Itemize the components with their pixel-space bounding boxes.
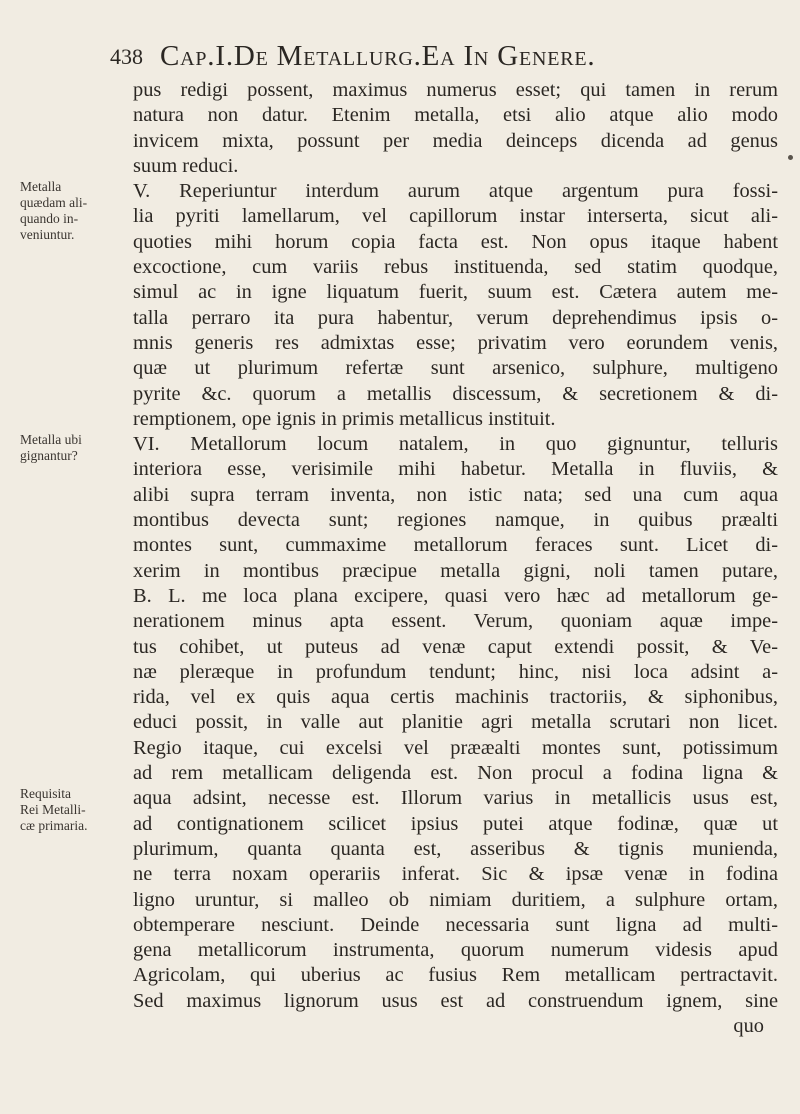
body-line: natura non datur. Etenim metalla, etsi alio atque alio modo bbox=[133, 104, 778, 127]
marginal-note-requisita bbox=[20, 786, 130, 834]
marginal-note-line: quædam ali- bbox=[20, 195, 88, 210]
body-line: Agricolam, qui uberius ac fusius Rem metallicam pertractavit. bbox=[133, 964, 778, 987]
body-line: plurimum, quanta quanta est, asseribus & tignis munienda, bbox=[133, 837, 778, 860]
body-line: interiora esse, verisimile mihi habetur. Metalla in fluviis, & bbox=[133, 458, 778, 481]
body-line: V. Reperiuntur interdum aurum atque argentum pura fossi- bbox=[133, 180, 778, 203]
body-line: invicem mixta, possunt per media deinceps dicenda ad genus bbox=[133, 129, 778, 152]
body-line: suum reduci. bbox=[133, 154, 239, 177]
body-line: ad rem metallicam deligenda est. Non procul a fodina ligna & bbox=[133, 762, 778, 785]
marginal-note-line: quando in- bbox=[20, 211, 79, 226]
body-line: obtemperare nesciunt. Deinde necessaria sunt ligna ad multi- bbox=[133, 913, 778, 936]
body-line: montibus devecta sunt; regiones namque, in quibus præalti bbox=[133, 509, 778, 532]
marginal-note-line: veniuntur. bbox=[20, 227, 75, 242]
body-line: nerationem minus apta essent. Verum, quoniam aquæ impe- bbox=[133, 610, 778, 633]
body-line: næ pleræque in profundum tendunt; hinc, nisi loca adsint a- bbox=[133, 660, 778, 683]
body-line: talla perraro ita pura habentur, verum deprehendimus ipsis o- bbox=[133, 306, 778, 329]
marginal-note-metalla-inveniuntur bbox=[20, 179, 130, 243]
body-line: tus cohibet, ut puteus ad venæ caput extendi possit, & Ve- bbox=[133, 635, 778, 658]
body-line: gena metallicorum instrumenta, quorum numerum videsis apud bbox=[133, 939, 778, 962]
body-line: educi possit, in valle aut planitie agri metalla scrutari non licet. bbox=[133, 711, 778, 734]
page-header bbox=[0, 38, 800, 78]
body-line: ne terra noxam operariis inferat. Sic & ipsæ venæ in fodina bbox=[133, 863, 778, 886]
body-line: excoctione, cum variis rebus instituenda, sed statim quodque, bbox=[133, 256, 778, 279]
body-line: mnis generis res admixtas esse; privatim vero eorundem venis, bbox=[133, 331, 778, 354]
body-line: VI. Metallorum locum natalem, in quo gignuntur, telluris bbox=[133, 433, 778, 456]
catchword: quo bbox=[733, 1014, 764, 1037]
body-line: ad contignationem scilicet ipsius putei atque fodinæ, quæ ut bbox=[133, 812, 778, 835]
body-line: quoties mihi horum copia facta est. Non opus itaque habent bbox=[133, 230, 778, 253]
body-line: pus redigi possent, maximus numerus esset; qui tamen in rerum bbox=[133, 79, 778, 101]
ink-speck bbox=[788, 155, 793, 160]
body-line: ligno uruntur, si malleo ob nimiam duritiem, a sulphure ortam, bbox=[133, 888, 778, 911]
marginal-note-metalla-ubi bbox=[20, 432, 130, 464]
marginal-note-line: Rei Metalli- bbox=[20, 802, 86, 817]
marginal-note-line: gignantur? bbox=[20, 448, 78, 463]
body-line: quæ ut plurimum refertæ sunt arsenico, sulphure, multigeno bbox=[133, 357, 778, 380]
marginal-note-line: Requisita bbox=[20, 786, 71, 801]
body-line: remptionem, ope ignis in primis metallicus instituit. bbox=[133, 407, 556, 430]
body-line: pyrite &c. quorum a metallis discessum, & secretionem & di- bbox=[133, 382, 778, 405]
body-line: Regio itaque, cui excelsi vel prææalti montes sunt, potissimum bbox=[133, 736, 778, 759]
body-line: alibi supra terram inventa, non istic nata; sed una cum aqua bbox=[133, 483, 778, 506]
body-line: montes sunt, cummaxime metallorum feraces sunt. Licet di- bbox=[133, 534, 778, 557]
body-line: xerim in montibus præcipue metalla gigni, noli tamen putare, bbox=[133, 559, 778, 582]
body-line: B. L. me loca plana excipere, quasi vero hæc ad metallorum ge- bbox=[133, 584, 778, 607]
body-line: simul ac in igne liquatum fuerit, suum est. Cætera autem me- bbox=[133, 281, 778, 304]
body-line: Sed maximus lignorum usus est ad construendum ignem, sine bbox=[133, 989, 778, 1012]
marginal-note-line: Metalla ubi bbox=[20, 432, 82, 447]
marginal-note-line: cæ primaria. bbox=[20, 818, 88, 833]
body-text bbox=[133, 78, 778, 1039]
body-line: rida, vel ex quis aqua certis machinis tractoriis, & siphonibus, bbox=[133, 686, 778, 709]
marginal-note-line: Metalla bbox=[20, 179, 62, 194]
body-line: lia pyriti lamellarum, vel capillorum instar interserta, sicut ali- bbox=[133, 205, 778, 228]
running-title: Cap.I.De Metallurg.Ea In Genere. bbox=[160, 40, 596, 72]
page-number: 438 bbox=[110, 44, 143, 69]
body-line: aqua adsint, necesse est. Illorum varius in metallicis usus est, bbox=[133, 787, 778, 810]
